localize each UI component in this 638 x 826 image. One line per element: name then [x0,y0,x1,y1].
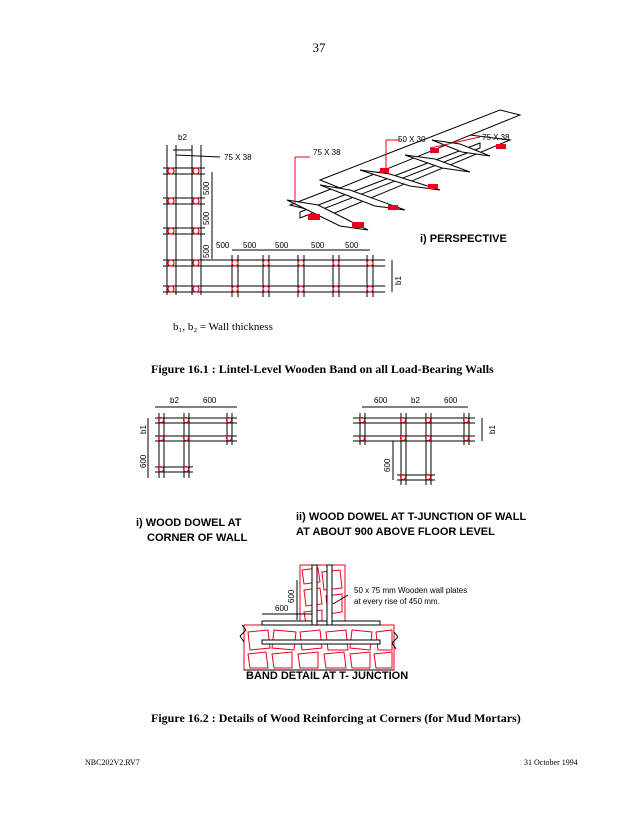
t-junction-dowel-detail [353,407,482,485]
t-dim-600-right: 600 [444,396,458,405]
dim-500-h3: 500 [275,241,289,250]
dim-500-v3: 500 [202,244,211,258]
corner-dim-b1: b1 [139,425,148,434]
figure-16-1-drawing [0,0,638,330]
wall-thickness-note: b₁, b₂ = Wall thickness [173,321,273,333]
band-detail-label: BAND DETAIL AT T- JUNCTION [246,670,409,682]
dim-500-h4: 500 [311,241,325,250]
band-note-line2: at every rise of 450 mm. [354,597,440,606]
t-dim-600-left: 600 [374,396,388,405]
t-junction-joint-marks [360,418,469,480]
dim-50x30: 50 X 30 [398,135,426,144]
dim-500-h5: 500 [345,241,359,250]
perspective-view [287,110,520,230]
dim-75x38-persp-left: 75 X 38 [313,148,341,157]
dim-b2: b2 [178,133,187,142]
footer-right: 31 October 1994 [524,758,578,767]
corner-label-line1: i) WOOD DOWEL AT [136,517,242,529]
band-dim-600-v: 600 [287,589,296,603]
dim-500-h1: 500 [216,241,230,250]
corner-dim-600: 600 [203,396,217,405]
t-dim-b2: b2 [411,396,420,405]
perspective-label: i) PERSPECTIVE [420,233,507,245]
band-detail-masonry [244,565,394,670]
band-dim-600-h: 600 [275,604,289,613]
dim-75x38-persp-right: 75 X 38 [482,133,510,142]
dim-500-v1: 500 [202,181,211,195]
dim-500-v2: 500 [202,211,211,225]
corner-dim-b2: b2 [170,396,179,405]
corner-joint-marks [159,418,232,472]
t-dim-b1: b1 [488,425,497,434]
corner-label-line2: CORNER OF WALL [147,532,248,544]
dim-75x38-plan: 75 X 38 [224,153,252,162]
dim-500-h2: 500 [243,241,257,250]
dim-b1: b1 [394,276,403,285]
band-note-line1: 50 x 75 mm Wooden wall plates [354,586,468,595]
t-junction-label-line1: ii) WOOD DOWEL AT T-JUNCTION OF WALL [296,511,527,523]
t-junction-label-line2: AT ABOUT 900 ABOVE FLOOR LEVEL [296,526,495,538]
t-dim-600-v: 600 [383,458,392,472]
footer-left: NBC202V2.RV7 [85,758,140,767]
corner-dim-600-v: 600 [139,454,148,468]
page-number: 37 [312,40,326,55]
figure-16-1-caption: Figure 16.1 : Lintel-Level Wooden Band on all Load-Bearing Walls [151,362,494,376]
figure-16-2-caption: Figure 16.2 : Details of Wood Reinforcing at Corners (for Mud Mortars) [151,711,521,725]
